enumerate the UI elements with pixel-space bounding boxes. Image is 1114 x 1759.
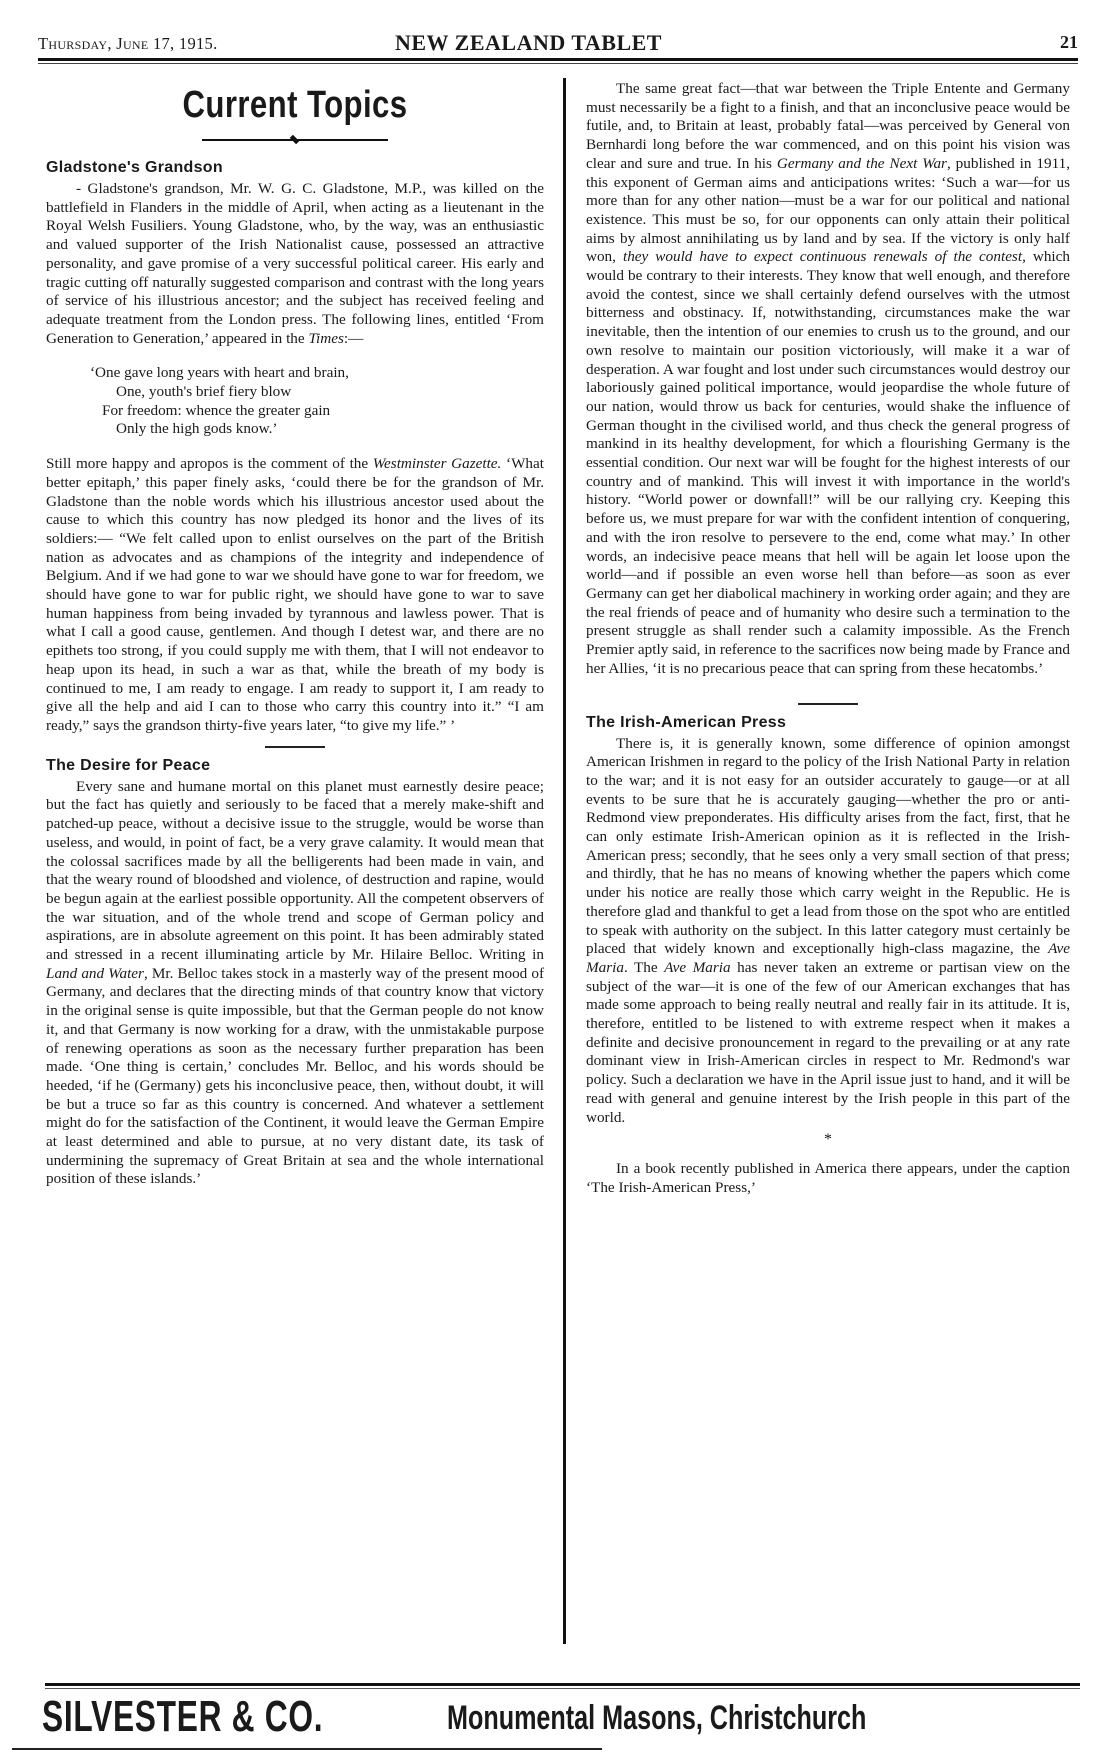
- paragraph-text: has never taken an extreme or partisan view on the subject of the war—it is one of the few of our American exchanges that has made some approach to being really neutral and really fair in its attitude. It is, therefore, entitled to be listened to with extreme respect when it makes a definite and decisive pronouncement in regard to the prevailing or at any rate dominant view in Irish-American circles in respect to Mr. Redmond's war policy. Such a declaration we have in the April issue just to hand, and it will be read with general and genuine interest by the Irish people in this part of the world.: [586, 958, 1070, 1126]
- paragraph-text: , published in 1911, this exponent of German aims and anticipations writes: ‘Such a war—for us more than for any other nation—must be a war for our political and national existence. This must be so, for our opponents can only attain their political aims by almost annihilating us by land and by sea. If the victory is only half won,: [586, 154, 1070, 266]
- italic-magazine-name: Ave Maria: [664, 958, 731, 976]
- footer-rule: [45, 1683, 1080, 1686]
- advertisement-banner: [42, 1692, 1082, 1742]
- article-desire-for-peace: [46, 756, 544, 1189]
- italic-publication-name: Times: [308, 329, 344, 347]
- paragraph-text: :—: [343, 329, 364, 347]
- poem-line: Only the high gods know.’: [116, 420, 278, 438]
- diamond-ornament-icon: [290, 135, 300, 145]
- poem-line: ‘One gave long years with heart and brain,: [90, 364, 349, 382]
- article-paragraph: [586, 735, 1070, 1128]
- paragraph-text: . The: [623, 958, 665, 976]
- masthead: [38, 30, 1078, 56]
- paragraph-text: ‘What better epitaph,’ this paper finely asks, ‘could there be for the grandson of Mr. Gladstone than the noble words which his illustrious ancestor used about the cause to which this country has now pledged its honor and the lives of its soldiers:— “We felt called upon to enlist ourselves on the part of the British nation as advocates and as champions of the integrity and independence of Belgium. And if we had gone to war we should have gone to war for freedom, we should have gone to war for public right, we should have gone to war to save human happiness from being invaded by tyrannous and lawless power. That is what I call a good cause, gentlemen. And though I detest war, and there are no epithets too strong, if you could supply me with them, that I will not endeavor to heap upon its head, in such a war as that, while the breath of my body is continued to me, I am ready to engage. I am ready to support it, I am ready to give all the help and aid I can to those who carry this country into it.” “I am ready,” says the grandson thirty-five years later, “to give my life.” ’: [46, 455, 544, 734]
- article-heading: The Irish-American Press: [586, 713, 787, 731]
- italic-book-title: Germany and the Next War: [776, 154, 947, 172]
- italic-quote: they would have to expect continuous renewals of the contest: [622, 248, 1023, 266]
- ornament-divider: [202, 138, 388, 142]
- right-column: [586, 80, 1070, 1197]
- poem-line: One, youth's brief fiery blow: [116, 383, 292, 401]
- article-paragraph: [46, 778, 544, 1189]
- column-divider: [563, 78, 566, 1644]
- paragraph-text: Every sane and humane mortal on this planet must earnestly desire peace; but the fact has quietly and seriously to be faced that a merely make-shift and patched-up peace, without a decisive issue to the struggle, would be worse than useless, and would, in point of fact, be a very grave calamity. It would mean that the colossal sacrifices made by all the belligerents had been made in vain, and that the weary round of bloodshed and violence, of destruction and rapine, would be begun again at the earliest possible opportunity. All the competent observers of the war situation, and of the whole trend and scope of German policy and aspirations, are in absolute agreement on this point. It has been admirably stated and stressed in a recent illuminating article by Mr. Hilaire Belloc. Writing in: [46, 777, 544, 964]
- article-paragraph: [46, 180, 544, 348]
- paragraph-text: - Gladstone's grandson, Mr. W. G. C. Gladstone, M.P., was killed on the battlefield in Flanders in the middle of April, when acting as a lieutenant in the Royal Welsh Fusiliers. Young Gladstone, who, by the way, was an enthusiastic and valued supporter of the Irish Nationalist cause, possessed an attractive personality, and gave promise of a very successful political career. His early and tragic cutting off naturally suggested comparison and contrast with the long years of service of his illustrious ancestor; and the subject has received feeling and adequate treatment from the London press. The following lines, entitled ‘From Generation to Generation,’ appeared in the: [46, 180, 544, 347]
- section-title: Current Topics: [182, 84, 408, 126]
- section-separator: [265, 746, 325, 748]
- italic-publication-name: Westminster Gazette.: [372, 455, 502, 473]
- asterisk-separator-icon: *: [824, 1131, 832, 1149]
- advertiser-name: SILVESTER & CO.: [42, 1692, 324, 1741]
- italic-publication-name: Land and Water: [46, 964, 144, 982]
- italic-magazine-name: Ave Maria: [586, 940, 1070, 976]
- paragraph-text: The same great fact—that war between the Triple Entente and Germany must necessarily be a fight to a finish, and that an inconclusive peace would be futile, and, to Britain at least, probably fatal—was perceived by General von Bernhardi long before the war commenced, and on this point his vision was clear and sure and true. In his: [586, 80, 1070, 172]
- article-heading: The Desire for Peace: [46, 756, 211, 774]
- paragraph-text: , Mr. Belloc takes stock in a masterly way of the present mood of Germany, and declares that the directing minds of that country know that victory in the original sense is quite impossible, but that the German people do not know it, and that Germany is now working for a draw, with the unmistakable purpose of renewing operations as soon as the necessary further preparation has been made. ‘One thing is certain,’ concludes Mr. Belloc, and his words should be heeded, ‘if he (Germany) gets his inconclusive peace, then, without doubt, it will be but a truce so far as this country is concerned. And whatever a settlement might do for the satisfaction of the Continent, it would leave the German Empire at least determined and able to pursue, at no very distant date, its task of undermining the supremacy of Great Britain at sea and the whole international position of these islands.’: [46, 964, 545, 1188]
- advertiser-description: Monumental Masons, Christchurch: [447, 1699, 867, 1737]
- header-rule: [38, 58, 1078, 61]
- article-paragraph: [586, 1160, 1070, 1197]
- article-paragraph: [46, 455, 544, 736]
- poem-quote: [46, 364, 544, 439]
- publication-title: NEW ZEALAND TABLET: [395, 30, 662, 55]
- paragraph-text: In a book recently published in America there appears, under the caption ‘The Irish-American Press,’: [586, 1159, 1070, 1196]
- page-number: 21: [1060, 32, 1078, 52]
- article-gladstones-grandson: [46, 158, 544, 736]
- header-rule-thin: [38, 63, 1078, 64]
- left-column: [46, 72, 544, 1189]
- paragraph-text: Still more happy and apropos is the comment of the: [46, 455, 373, 473]
- section-separator: [798, 703, 858, 705]
- paragraph-text: There is, it is generally known, some difference of opinion amongst American Irishmen in regard to the policy of the Irish National Party in relation to the war; and it is not easy for an outsider accurately to gauge—or at all events to be sure that he is accurately gauging—whether the pro or anti-Redmond view preponderates. His difficulty arises from the fact, first, that he can only estimate Irish-American opinion as it is reflected in the Irish-American press; secondly, that he sees only a very small section of that press; and thirdly, that he has no means of knowing whether the papers which come under his notice are really those which carry weight in the Republic. He is therefore glad and thankful to get a lead from those on the spot who are entitled to speak with authority on the subject. In this latter category must certainly be placed that widely known and exceptionally high-class magazine, the: [586, 734, 1070, 958]
- poem-line: For freedom: whence the greater gain: [102, 401, 331, 419]
- advertisement-underline: [12, 1748, 602, 1750]
- article-desire-for-peace-continued: [586, 80, 1070, 679]
- article-heading: Gladstone's Grandson: [46, 159, 223, 176]
- article-irish-american-press: [586, 713, 1070, 1198]
- paragraph-text: , which would be contrary to their interests. They know that well enough, and therefore avoid the contest, since we shall certainly defend ourselves with the utmost bitterness and obstinacy. If, notwithstanding, circumstances make the war inevitable, then the intention of our enemies to crush us to the ground, and our own resolve to maintain our position victoriously, will make it a war of desperation. A war fought and lost under such circumstances would destroy our laboriously gained political importance, would jeopardise the whole future of our nation, would throw us back for centuries, would shake the influence of German thought in the civilised world, and thus check the general progress of mankind in its healthy development, for which a flourishing Germany is the essential condition. Our next war will be fought for the highest interests of our country and of mankind. This will invest it with importance in the world's history. “World power or downfall!” will be our rallying cry. Keeping this before us, we must prepare for war with the confident intention of conquering, and with the iron resolve to persevere to the end, come what may.’ In other words, an indecisive peace means that hell will be again let loose upon the world—and if possible an even worse hell than before—as soon as ever Germany can get her diabolical machinery in working order again; and they are the real friends of peace and of humanity who desire such a termination to the present struggle as shall render such a calamity impossible. As the French Premier aptly said, in reference to the sacrifices now being made by France and her Allies, ‘it is no precarious peace that can spring from these hecatombs.’: [586, 248, 1070, 677]
- article-paragraph: [586, 80, 1070, 679]
- footer-rule-thin: [45, 1688, 1080, 1689]
- issue-date: Thursday, June 17, 1915.: [38, 34, 218, 53]
